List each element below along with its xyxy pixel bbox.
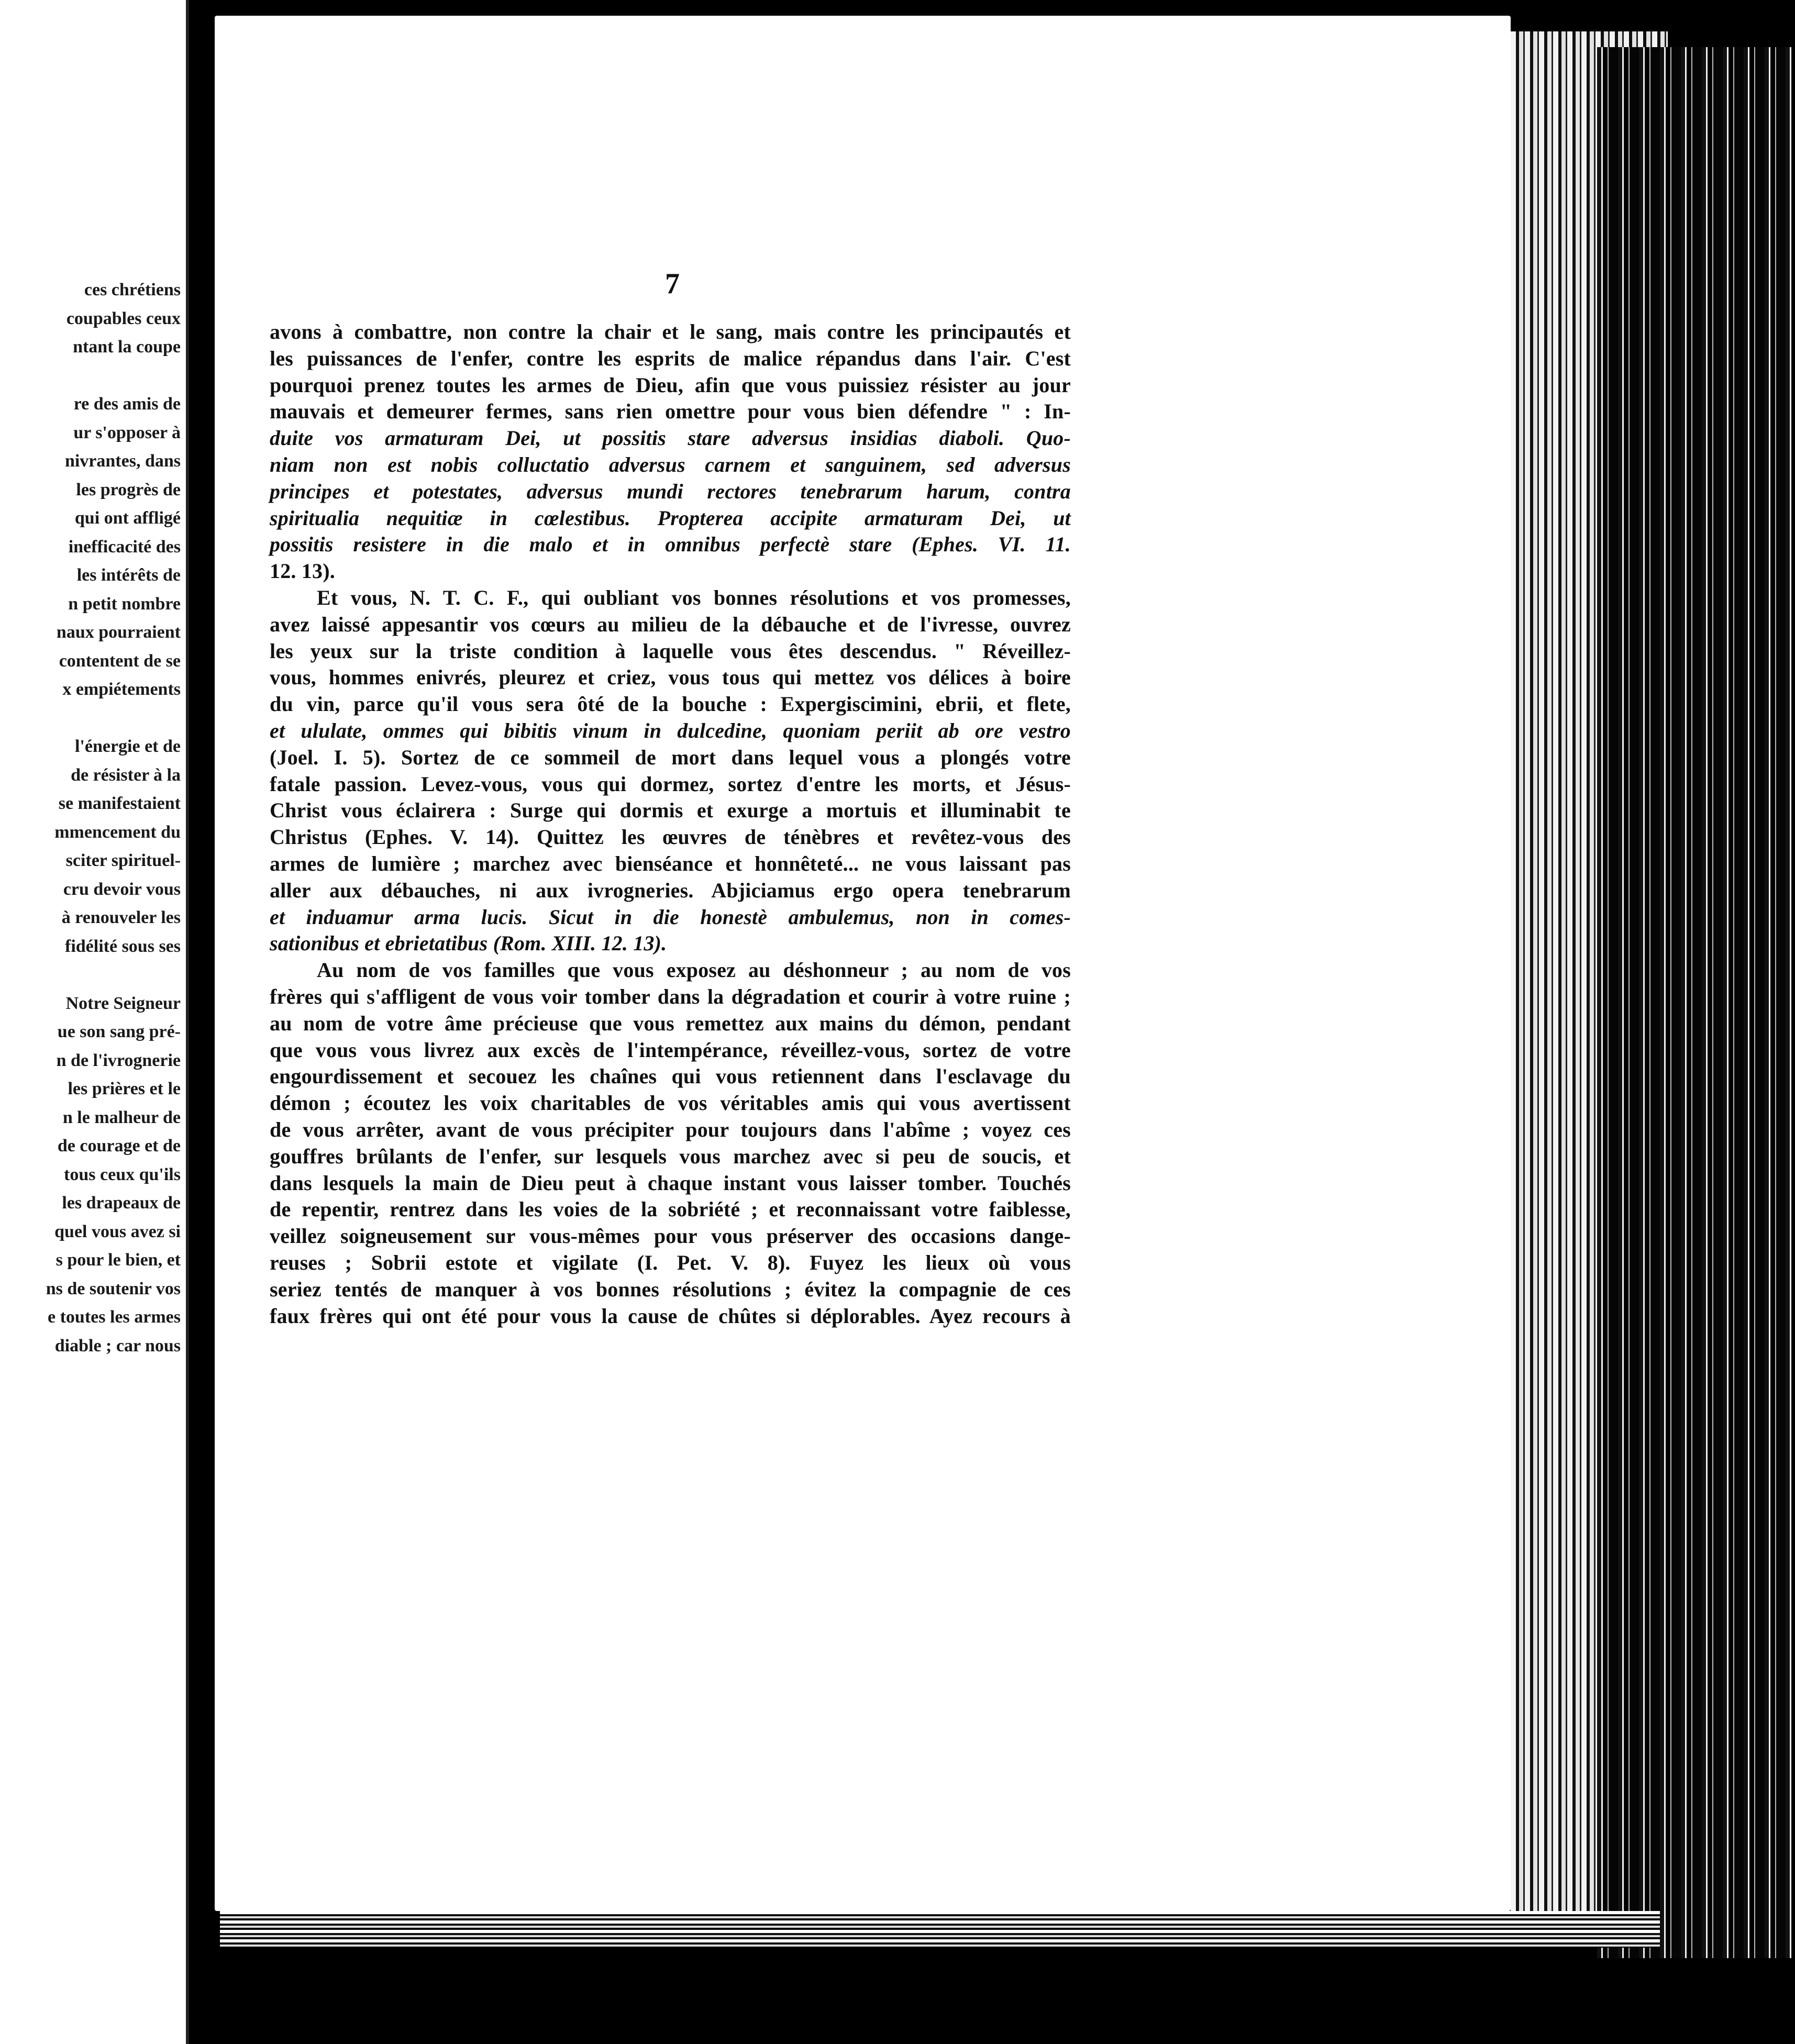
text-line: faux frères qui ont été pour vous la cause de chûtes si déplorables. Ayez recours à — [270, 1304, 1071, 1328]
bottom-page-edges — [220, 1911, 1660, 1948]
book-spine-edge — [1597, 47, 1795, 1958]
text-line: et induamur arma lucis. Sicut in die honestè ambulemus, non in comes- — [270, 905, 1071, 929]
left-page-line: les progrès de — [76, 480, 181, 499]
text-line: les puissances de l'enfer, contre les esprits de malice répandus dans l'air. C'est — [270, 346, 1071, 370]
left-page-line: sciter spirituel- — [65, 851, 181, 870]
left-page-line: ntant la coupe — [73, 337, 181, 357]
text-line: du vin, parce qu'il vous sera ôté de la bouche : Expergiscimini, ebrii, et flete, — [270, 692, 1071, 716]
left-page-line: nivrantes, dans — [64, 451, 181, 471]
text-line: frères qui s'affligent de vous voir tomber dans la dégradation et courir à votre ruine ; — [270, 985, 1071, 1008]
left-page-line: les prières et le — [68, 1079, 181, 1098]
text-line: niam non est nobis colluctatio adversus carnem et sanguinem, sed adversus — [270, 453, 1071, 476]
left-page-line: les drapeaux de — [62, 1193, 181, 1213]
left-page-line: diable ; car nous — [54, 1336, 181, 1356]
left-page-line: de courage et de — [57, 1136, 181, 1156]
text-line: reuses ; Sobrii estote et vigilate (I. Pet. V. 8). Fuyez les lieux où vous — [270, 1251, 1071, 1274]
text-line: gouffres brûlants de l'enfer, sur lesquels vous marchez avec si peu de soucis, et — [270, 1144, 1071, 1168]
left-page-line: ns de soutenir vos — [46, 1279, 181, 1298]
text-line: et ululate, ommes qui bibitis vinum in dulcedine, quoniam periit ab ore vestro — [270, 719, 1071, 742]
text-line: mauvais et demeurer fermes, sans rien omettre pour vous bien défendre " : In- — [270, 399, 1071, 424]
page-number: 7 — [665, 268, 680, 300]
text-line: spiritualia nequitiæ in cœlestibus. Propterea accipite armaturam Dei, ut — [270, 506, 1071, 530]
text-line: pourquoi prenez toutes les armes de Dieu, afin que vous puissiez résister au jour — [270, 373, 1071, 397]
text-line: Au nom de vos familles que vous exposez au déshonneur ; au nom de vos — [317, 958, 1071, 982]
text-line: seriez tentés de manquer à vos bonnes résolutions ; évitez la compagnie de ces — [270, 1277, 1071, 1301]
left-page-line: ur s'opposer à — [73, 423, 181, 442]
text-line: veillez soigneusement sur vous-mêmes pour vous préserver des occasions dange- — [270, 1224, 1071, 1248]
text-line: duite vos armaturam Dei, ut possitis stare adversus insidias diaboli. Quo- — [270, 426, 1071, 450]
left-page-line: tous ceux qu'ils — [64, 1164, 181, 1184]
left-page-line: mmencement du — [54, 822, 181, 842]
text-line: vous, hommes enivrés, pleurez et criez, vous tous qui mettez vos délices à boire — [270, 665, 1071, 690]
left-page-line: ue son sang pré- — [57, 1022, 181, 1041]
text-line: au nom de votre âme précieuse que vous remettez aux mains du démon, pendant — [270, 1011, 1071, 1035]
left-page-line: coupables ceux — [66, 308, 181, 328]
text-line: Christ vous éclairera : Surge qui dormis et exurge a mortuis et illuminabit te — [270, 798, 1071, 823]
text-line: avez laissé appesantir vos cœurs au milieu de la débauche et de l'ivresse, ouvrez — [270, 612, 1071, 636]
text-line: principes et potestates, adversus mundi rectores tenebrarum harum, contra — [270, 479, 1071, 503]
text-line: Christus (Ephes. V. 14). Quittez les œuvres de ténèbres et revêtez-vous des — [270, 825, 1071, 849]
left-page-line: se manifestaient — [58, 794, 181, 813]
left-page-line: de résister à la — [71, 765, 181, 785]
text-line: dans lesquels la main de Dieu peut à chaque instant vous laisser tomber. Touchés — [270, 1171, 1071, 1195]
left-page-line: Notre Seigneur — [65, 993, 181, 1013]
left-page-line: fidélité sous ses — [65, 936, 181, 956]
text-line: sationibus et ebrietatibus (Rom. XIII. 12. 13). — [270, 931, 667, 956]
text-line: démon ; écoutez les voix charitables de vos véritables amis qui vous avertissent — [270, 1091, 1071, 1115]
left-page-line: re des amis de — [73, 394, 181, 414]
text-line: Et vous, N. T. C. F., qui oubliant vos bonnes résolutions et vos promesses, — [317, 586, 1071, 609]
text-line: que vous vous livrez aux excès de l'intempérance, réveillez-vous, sortez de votre — [270, 1038, 1071, 1062]
text-line: armes de lumière ; marchez avec bienséance et honnêteté... ne vous laissant pas — [270, 852, 1071, 875]
text-line: possitis resistere in die malo et in omnibus perfectè stare (Ephes. VI. 11. — [270, 532, 1071, 557]
text-line: engourdissement et secouez les chaînes qui vous retiennent dans l'esclavage du — [270, 1064, 1071, 1088]
left-page-line: s pour le bien, et — [56, 1250, 181, 1270]
left-page-line: cru devoir vous — [63, 879, 181, 899]
left-page-line: qui ont affligé — [74, 508, 181, 528]
text-line: de repentir, rentrez dans les voies de la sobriété ; et reconnaissant votre faiblesse, — [270, 1197, 1071, 1221]
left-page-line: n de l'ivrognerie — [56, 1050, 181, 1070]
left-page-line: contentent de se — [59, 651, 181, 671]
text-line: de vous arrêter, avant de vous précipiter pour toujours dans l'abîme ; voyez ces — [270, 1118, 1071, 1141]
text-line: avons à combattre, non contre la chair et le sang, mais contre les principautés et — [270, 320, 1071, 343]
left-page-line: quel vous avez si — [54, 1221, 181, 1241]
left-page-fragment — [0, 0, 189, 2044]
text-line: 12. 13). — [270, 559, 335, 583]
left-page-line: naux pourraient — [56, 623, 181, 642]
text-line: les yeux sur la triste condition à laquelle vous êtes descendus. " Réveillez- — [270, 639, 1071, 663]
left-page-line: les intérêts de — [76, 565, 181, 585]
left-page-line: l'énergie et de — [74, 737, 181, 756]
text-line: (Joel. I. 5). Sortez de ce sommeil de mort dans lequel vous a plongés votre — [270, 745, 1071, 769]
left-page-line: à renouveler les — [61, 908, 181, 927]
left-page-line: e toutes les armes — [48, 1307, 181, 1327]
text-line: aller aux débauches, ni aux ivrogneries. Abjiciamus ergo opera tenebrarum — [270, 878, 1071, 902]
left-page-line: inefficacité des — [68, 537, 181, 557]
text-line: fatale passion. Levez-vous, vous qui dormez, sortez d'entre les morts, et Jésus- — [270, 772, 1071, 796]
left-page-line: ces chrétiens — [84, 280, 181, 299]
left-page-line: x empiétements — [62, 680, 181, 699]
left-page-line: n petit nombre — [68, 594, 181, 614]
left-page-line: n le malheur de — [62, 1107, 181, 1127]
